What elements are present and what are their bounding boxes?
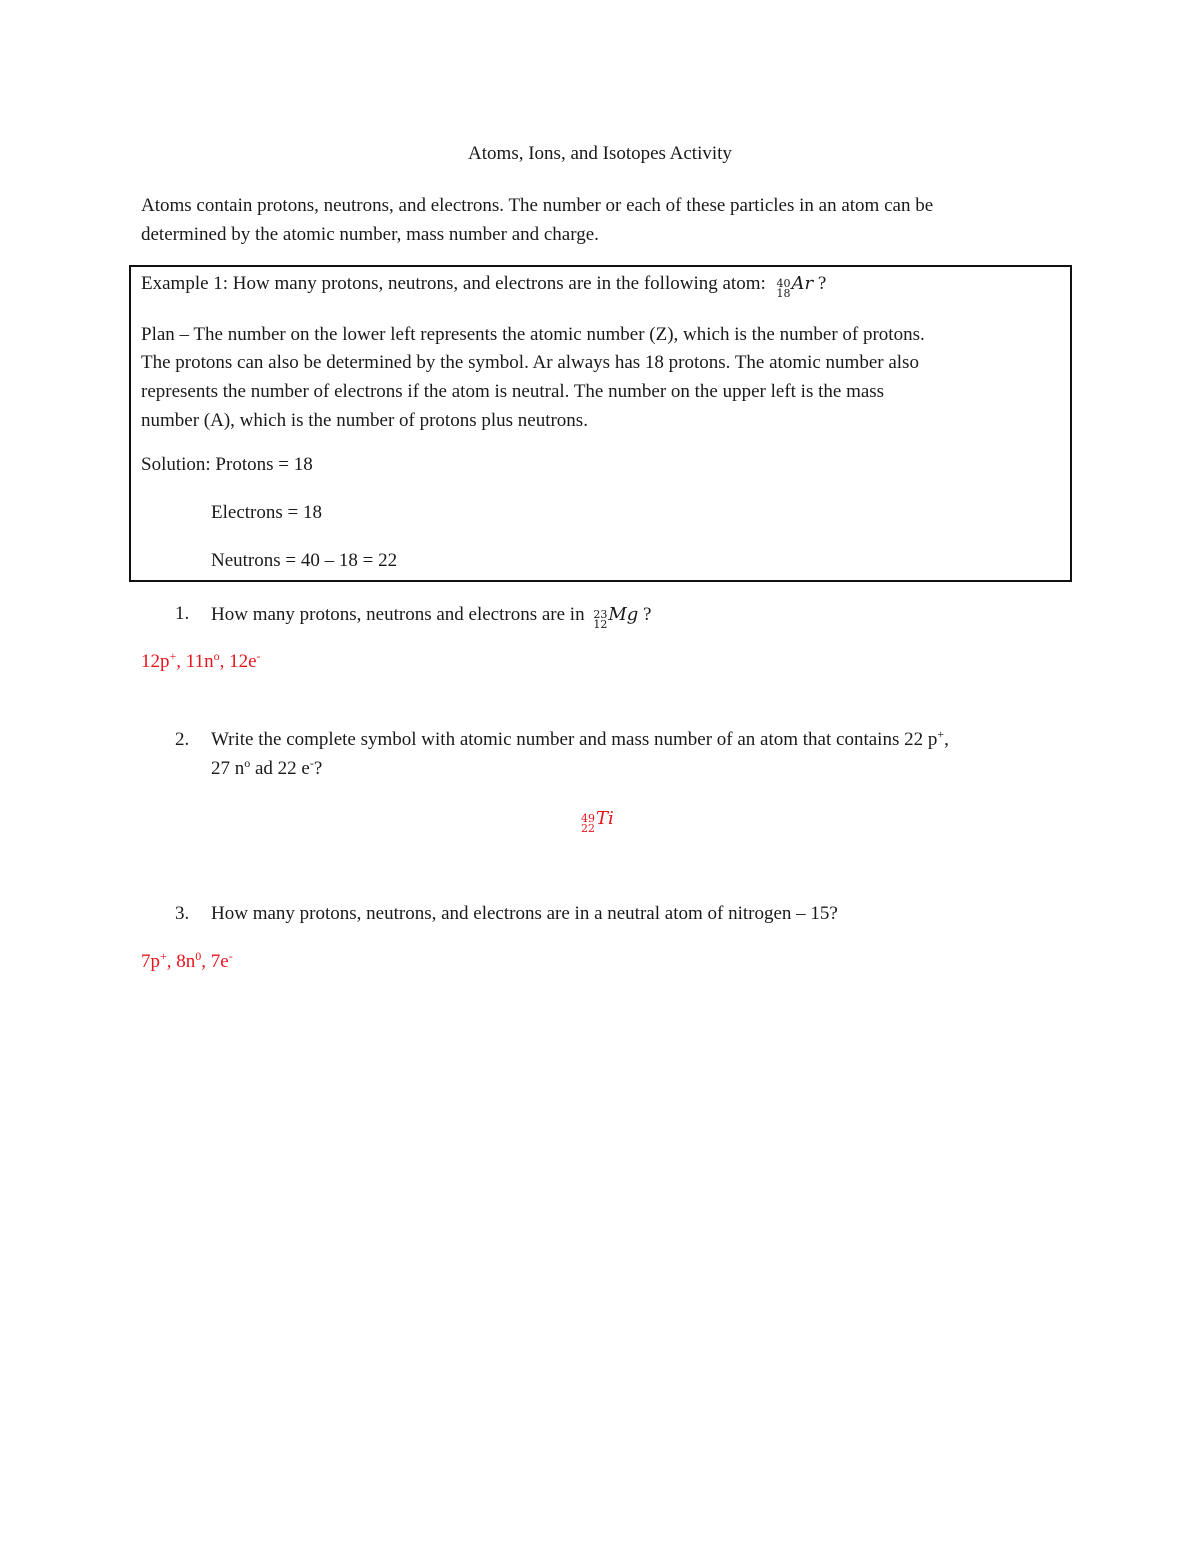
example-question-mark: ? — [817, 273, 827, 294]
answer-1 — [141, 651, 261, 673]
example-atomic-number: 18 — [776, 287, 791, 300]
question-2-electron-charge: - — [309, 756, 314, 770]
question-2-electrons: ad 22 e — [250, 758, 310, 779]
plan-line-2: The protons can also be determined by the symbol. Ar always has 18 protons. The atomic number also — [141, 352, 919, 373]
answer-2-atomic-number: 22 — [581, 822, 595, 835]
plan-line-1: Plan – The number on the lower left represents the atomic number (Z), which is the number of protons. — [141, 324, 925, 345]
page-title: Atoms, Ions, and Isotopes Activity — [468, 143, 732, 164]
plan-line-4: number (A), which is the number of protons plus neutrons. — [141, 410, 588, 431]
answer-3-neutrons: , 8n — [166, 951, 196, 972]
answer-3-protons: 7p — [141, 951, 160, 972]
question-2-neutrons: 27 n — [211, 758, 245, 779]
question-1 — [211, 603, 651, 630]
question-2-mark: ? — [313, 758, 323, 779]
answer-2 — [581, 807, 614, 834]
intro-line-1: Atoms contain protons, neutrons, and electrons. The number or each of these particles in an atom can be — [141, 195, 934, 216]
answer-1-protons-charge: + — [169, 649, 177, 663]
answer-1-neutrons-charge: o — [213, 649, 220, 663]
question-2-line-1 — [211, 729, 949, 751]
solution-neutrons: Neutrons = 40 – 18 = 22 — [211, 550, 398, 571]
question-2-line-2 — [211, 758, 322, 780]
question-3-text: How many protons, neutrons, and electrons are in a neutral atom of nitrogen – 15? — [211, 903, 838, 924]
solution-electrons: Electrons = 18 — [211, 502, 322, 523]
question-1-isotope-mg — [593, 603, 638, 630]
question-2-number: 2. — [175, 729, 190, 750]
answer-3-electrons: , 7e — [201, 951, 229, 972]
question-1-atomic-number: 12 — [593, 618, 608, 631]
question-2-comma: , — [944, 729, 949, 750]
intro-line-2: determined by the atomic number, mass number and charge. — [141, 224, 599, 245]
solution-protons: Solution: Protons = 18 — [141, 454, 313, 475]
example-isotope-ar — [777, 272, 814, 299]
question-2-neutron-charge: o — [244, 756, 251, 770]
answer-1-electrons-charge: - — [256, 649, 261, 663]
answer-1-electrons: , 12e — [219, 651, 257, 672]
question-1-mark: ? — [643, 604, 652, 625]
answer-3 — [141, 951, 233, 973]
example-element-symbol: Ar — [791, 273, 814, 294]
question-1-number: 1. — [175, 603, 190, 624]
answer-2-element-symbol: Ti — [596, 808, 614, 829]
answer-1-neutrons: , 11n — [176, 651, 214, 672]
answer-3-protons-charge: + — [160, 949, 167, 963]
question-1-text: How many protons, neutrons and electrons are in — [211, 604, 585, 625]
answer-3-electrons-charge: - — [228, 949, 233, 963]
example-question-text: Example 1: How many protons, neutrons, and electrons are in the following atom: — [141, 273, 766, 294]
answer-2-isotope-ti — [581, 807, 614, 834]
question-1-mass-number: 23 — [593, 608, 608, 621]
answer-3-neutrons-charge: 0 — [195, 949, 202, 963]
answer-2-mass-number: 49 — [581, 812, 595, 825]
question-2-text-1: Write the complete symbol with atomic number and mass number of an atom that contains 22 p — [211, 729, 938, 750]
answer-1-protons: 12p — [141, 651, 170, 672]
question-1-element-symbol: Mg — [608, 604, 639, 625]
plan-line-3: represents the number of electrons if the atom is neutral. The number on the upper left is the mass — [141, 381, 885, 402]
question-2-proton-charge: + — [937, 727, 945, 741]
example-mass-number: 40 — [776, 277, 791, 290]
question-3-number: 3. — [175, 903, 190, 924]
example-question — [141, 272, 826, 299]
